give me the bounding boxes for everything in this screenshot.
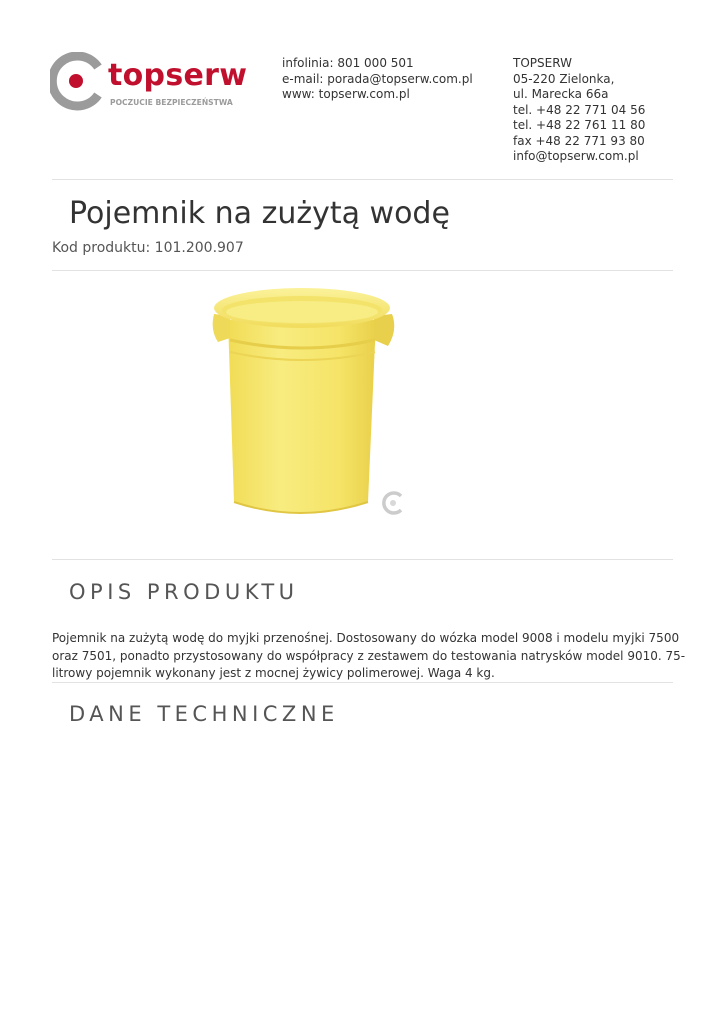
description-line: litrowy pojemnik wykonany jest z mocnej żywicy polimerowej. Waga 4 kg. [52, 666, 495, 680]
description-heading: OPIS PRODUKTU [69, 580, 299, 604]
company-address [513, 56, 645, 165]
company-logo [50, 52, 248, 112]
header-divider [52, 179, 673, 180]
watermark-logo-icon [384, 493, 401, 513]
technical-heading: DANE TECHNICZNE [69, 702, 339, 726]
yellow-container-icon [200, 280, 415, 525]
title-divider [52, 270, 673, 271]
description-line: Pojemnik na zużytą wodę do myjki przenośnej. Dostosowany do wózka model 9008 i modelu myjki 7500 [52, 631, 680, 645]
product-image [200, 280, 415, 525]
fax-number: fax +48 22 771 93 80 [513, 133, 645, 148]
logo-tagline: POCZUCIE BEZPIECZEŃSTWA [110, 98, 233, 107]
logo-wordmark: topserw [108, 58, 248, 93]
description-line: oraz 7501, ponadto przystosowany do współpracy z zestawem do testowania natrysków model 9010. 75- [52, 648, 686, 663]
address-city: 05-220 Zielonka, [513, 71, 615, 86]
email-link[interactable]: e-mail: porada@topserw.com.pl [282, 71, 473, 86]
address-email-link[interactable]: info@topserw.com.pl [513, 149, 639, 163]
product-title: Pojemnik na zużytą wodę [69, 196, 450, 231]
contact-info [282, 56, 473, 103]
phone-2: tel. +48 22 761 11 80 [513, 118, 646, 132]
image-divider [52, 559, 673, 560]
product-code: Kod produktu: 101.200.907 [52, 240, 244, 256]
description-divider [52, 682, 673, 683]
hotline-text: infolinia: 801 000 501 [282, 56, 414, 70]
phone-1: tel. +48 22 771 04 56 [513, 102, 646, 117]
product-description [52, 630, 686, 683]
company-name: TOPSERW [513, 56, 572, 70]
website-link[interactable]: www: topserw.com.pl [282, 87, 410, 101]
address-street: ul. Marecka 66a [513, 87, 609, 101]
